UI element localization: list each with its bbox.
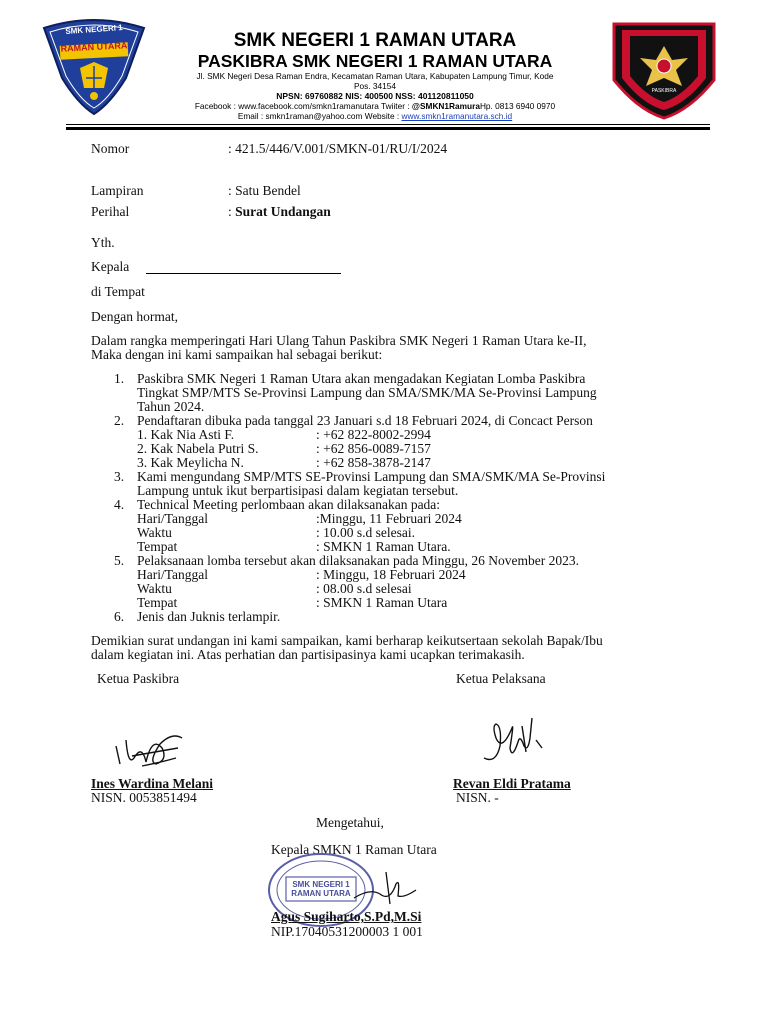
right-signature: [478, 708, 548, 770]
item-2-text: Pendaftaran dibuka pada tanggal 23 Januari s.d 18 Februari 2024, di Concact Person: [137, 413, 593, 428]
intro-line-2: Maka dengan ini kami sampaikan hal sebagai berikut:: [91, 347, 383, 362]
tm-place-label: Tempat: [137, 539, 178, 554]
tm-time-label: Waktu: [137, 525, 172, 540]
kepala-blank-line: [146, 273, 341, 274]
item-3-number: 3.: [114, 469, 125, 484]
head-nip: NIP.17040531200003 1 001: [271, 924, 423, 939]
left-sign-name: Ines Wardina Melani: [91, 776, 214, 791]
item-1-line-2: Tingkat SMP/MTS Se-Provinsi Lampung dan SMA/SMK/MA Se-Provinsi Lampung: [137, 385, 597, 400]
tm-place-value: : SMKN 1 Raman Utara.: [316, 539, 451, 554]
left-signature: [112, 718, 192, 773]
address-line-1: Jl. SMK Negeri Desa Raman Endra, Kecamatan Raman Utara, Kabupaten Lampung Timur, Kode: [196, 71, 554, 81]
closing-line-1: Demikian surat undangan ini kami sampaikan, kami berharap keikutsertaan sekolah Bapak/Ibu: [91, 633, 603, 648]
tm-time-value: : 10.00 s.d selesai.: [316, 525, 415, 540]
social-handle: @SMKN1Ramura: [411, 101, 480, 111]
item-6-text: Jenis dan Juknis terlampir.: [137, 609, 281, 624]
contact-2-name: 2. Kak Nabela Putri S.: [137, 441, 259, 456]
contact-2-phone: : +62 856-0089-7157: [316, 441, 431, 456]
perihal-value-line: [228, 205, 331, 219]
pl-place-label: Tempat: [137, 595, 178, 610]
social-prefix: Facebook : www.facebook.com/smkn1ramanutara Twiiter :: [194, 101, 412, 111]
closing-line-2: dalam kegiatan ini. Atas perhatian dan partisipasinya kami ucapkan terimakasih.: [91, 647, 525, 662]
tm-date-value: :Minggu, 11 Februari 2024: [316, 511, 462, 526]
left-sign-nisn: NISN. 0053851494: [91, 790, 197, 805]
pl-time-label: Waktu: [137, 581, 172, 596]
item-1-line-3: Tahun 2024.: [137, 399, 205, 414]
perihal-value: Surat Undangan: [235, 204, 331, 219]
school-logo-top-text: SMK NEGERI 1: [65, 23, 123, 36]
paskibra-logo-text: PASKIBRA: [651, 88, 677, 94]
perihal-colon: :: [228, 204, 236, 219]
header-divider-thin: [66, 124, 710, 125]
letterhead: [0, 0, 768, 132]
contact-3-name: 3. Kak Meylicha N.: [137, 455, 244, 470]
right-sign-title: Ketua Pelaksana: [456, 671, 546, 686]
salutation: Dengan hormat,: [91, 309, 178, 324]
intro-line-1: Dalam rangka memperingati Hari Ulang Tahun Paskibra SMK Negeri 1 Raman Utara ke-II,: [91, 333, 587, 348]
contact-3-phone: : +62 858-3878-2147: [316, 455, 431, 470]
lampiran-value: : Satu Bendel: [228, 183, 301, 198]
item-3-line-1: Kami mengundang SMP/MTS SE-Provinsi Lampung dan SMA/SMK/MA Se-Provinsi: [137, 469, 606, 484]
contact-1-phone: : +62 822-8002-2994: [316, 427, 431, 442]
kepala-label: Kepala: [91, 259, 130, 274]
lampiran-label: Lampiran: [91, 183, 144, 198]
pl-place-value: : SMKN 1 Raman Utara: [316, 595, 448, 610]
left-sign-title: Ketua Paskibra: [97, 671, 180, 686]
yth: Yth.: [91, 235, 115, 250]
item-2-number: 2.: [114, 413, 125, 428]
tm-date-label: Hari/Tanggal: [137, 511, 209, 526]
head-signature: [350, 868, 420, 908]
school-logo: [40, 18, 148, 118]
school-name: SMK NEGERI 1 RAMAN UTARA: [233, 30, 517, 51]
item-5-number: 5.: [114, 553, 125, 568]
org-name: PASKIBRA SMK NEGERI 1 RAMAN UTARA: [197, 51, 553, 71]
social-line: [145, 101, 605, 111]
di-tempat: di Tempat: [91, 284, 145, 299]
right-sign-name: Revan Eldi Pratama: [453, 776, 571, 791]
stamp-text: SMK NEGERI 1 RAMAN UTARA: [291, 880, 351, 898]
head-title: Kepala SMKN 1 Raman Utara: [271, 842, 437, 857]
item-5-text: Pelaksanaan lomba tersebut akan dilaksanakan pada Minggu, 26 November 2023.: [137, 553, 579, 568]
right-sign-nisn: NISN. -: [456, 790, 499, 805]
nomor-value: : 421.5/446/V.001/SMKN-01/RU/I/2024: [228, 141, 448, 156]
social-phone: Hp. 0813 6940 0970: [479, 101, 556, 111]
email-text: Email : smkn1raman@yahoo.com Website :: [237, 111, 402, 121]
pl-date-label: Hari/Tanggal: [137, 567, 209, 582]
mengetahui: Mengetahui,: [316, 815, 384, 830]
item-1-line-1: Paskibra SMK Negeri 1 Raman Utara akan mengadakan Kegiatan Lomba Paskibra: [137, 371, 586, 386]
item-1-number: 1.: [114, 371, 125, 386]
school-logo-banner-text: RAMAN UTARA: [60, 40, 128, 54]
head-name: Agus Sugiharto,S.Pd,M.Si: [271, 909, 422, 924]
perihal-label: Perihal: [91, 204, 130, 219]
nomor-label: Nomor: [91, 141, 130, 156]
item-3-line-2: Lampung untuk ikut berpartisipasi dalam kegiatan tersebut.: [137, 483, 459, 498]
pl-time-value: : 08.00 s.d selesai: [316, 581, 412, 596]
item-6-number: 6.: [114, 609, 125, 624]
npsn-line: NPSN: 69760882 NIS: 400500 NSS: 401120811050: [276, 91, 474, 101]
header-divider-thick: [66, 127, 710, 130]
pl-date-value: : Minggu, 18 Februari 2024: [316, 567, 466, 582]
paskibra-logo: [610, 20, 718, 120]
contact-1-name: 1. Kak Nia Asti F.: [137, 427, 235, 442]
address-line-2: Pos. 34154: [354, 81, 396, 91]
item-4-text: Technical Meeting perlombaan akan dilaksanakan pada:: [137, 497, 441, 512]
email-line: [150, 111, 600, 121]
website-link[interactable]: www.smkn1ramanutara.sch.id: [401, 111, 513, 121]
item-4-number: 4.: [114, 497, 125, 512]
